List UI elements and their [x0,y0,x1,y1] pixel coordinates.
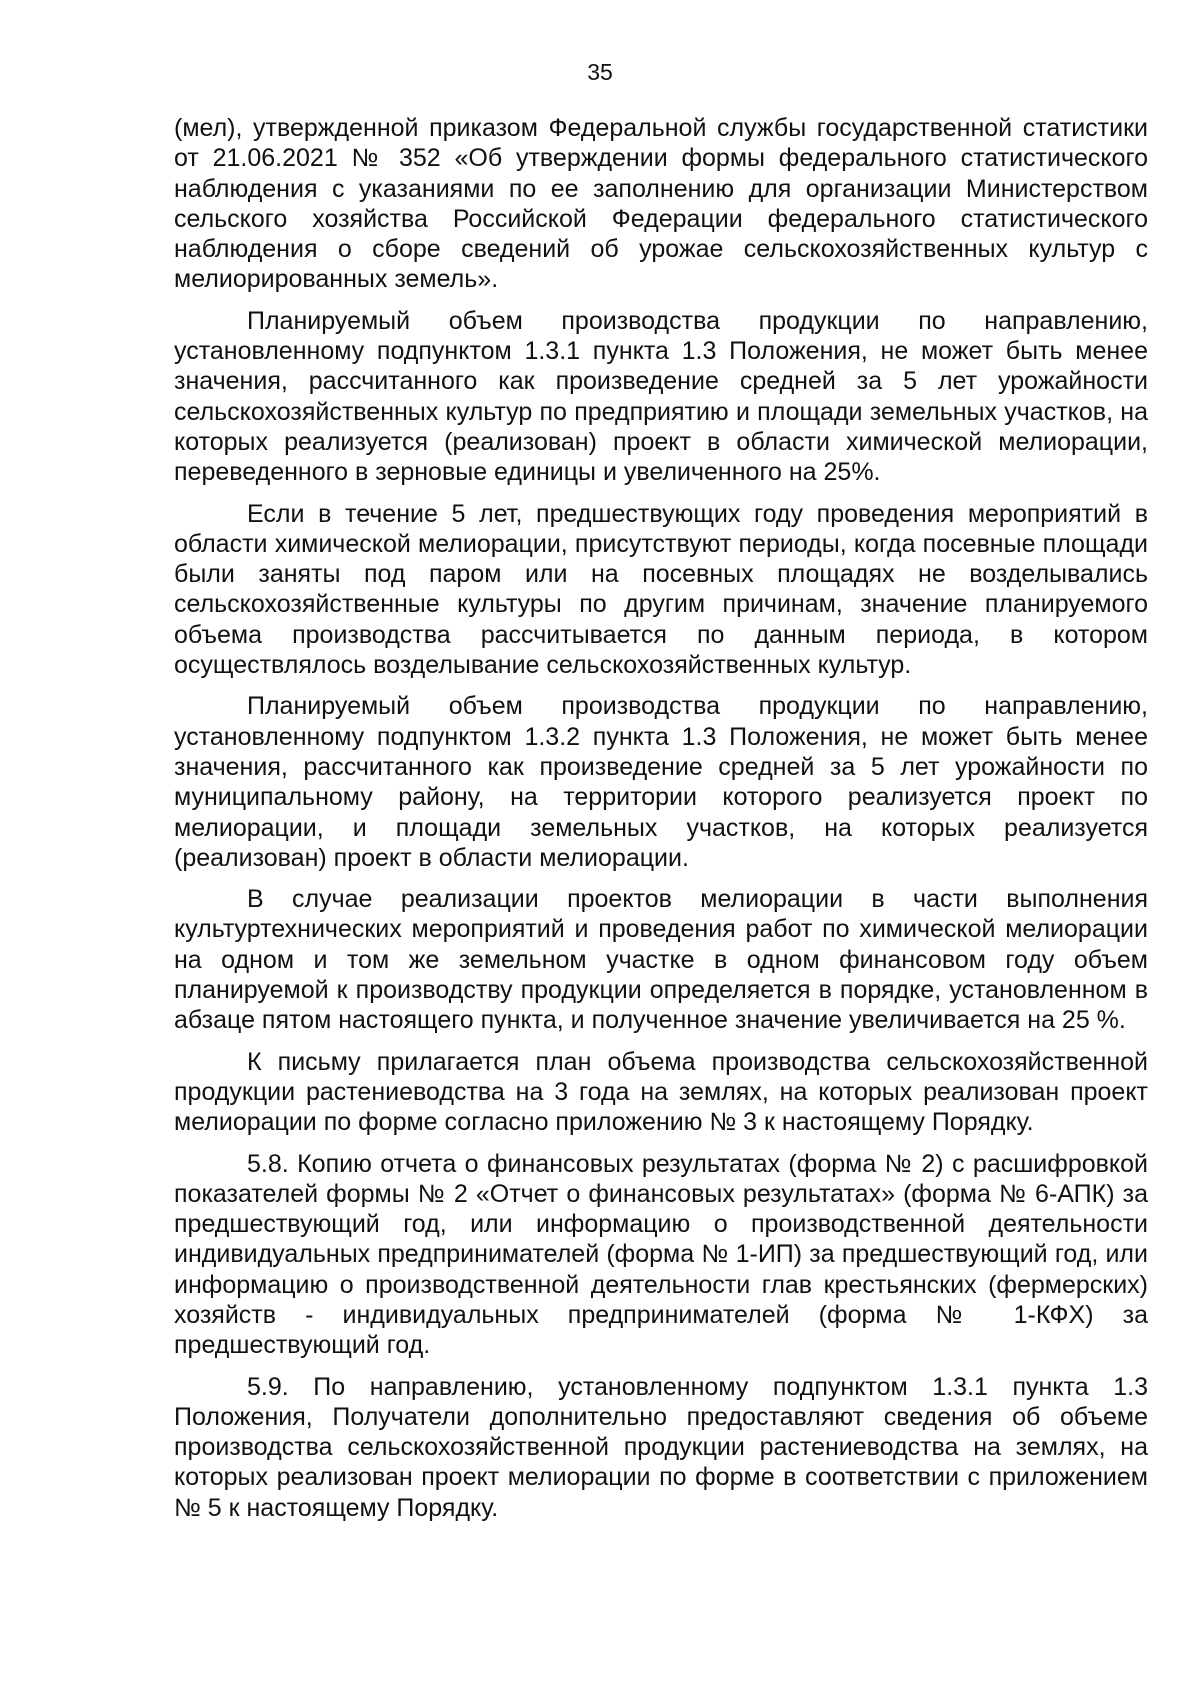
paragraph: Планируемый объем производства продукции по направлению, установленному подпунктом 1.3.2 пункта 1.3 Положения, не может быть менее значения, рассчитанного как произведение средней за 5 лет урожайности по муниципальному району, на территории которого реализуется проект по мелиорации, и площади земельных участков, на которых реализуется (реализован) проект в области мелиорации. [174,692,1148,872]
document-body [174,113,1148,1534]
paragraph-clause-5-9: 5.9. По направлению, установленному подпунктом 1.3.1 пункта 1.3 Положения, Получатели дополнительно предоставляют сведения об объеме производства сельскохозяйственной продукции растениеводства на землях, на которых реализован проект мелиорации по форме в соответствии с приложением № 5 к настоящему Порядку. [174,1372,1148,1522]
paragraph: Планируемый объем производства продукции по направлению, установленному подпунктом 1.3.1 пункта 1.3 Положения, не может быть менее значения, рассчитанного как произведение средней за 5 лет урожайности сельскохозяйственных культур по предприятию и площади земельных участков, на которых реализуется (реализован) проект в области химической мелиорации, переведенного в зерновые единицы и увеличенного на 25%. [174,306,1148,487]
paragraph: Если в течение 5 лет, предшествующих году проведения мероприятий в области химической мелиорации, присутствуют периоды, когда посевные площади были заняты под паром или на посевных площадях не возделывались сельскохозяйственные культуры по другим причинам, значение планируемого объема производства рассчитывается по данным периода, в котором осуществлялось возделывание сельскохозяйственных культур. [174,499,1148,680]
paragraph: К письму прилагается план объема производства сельскохозяйственной продукции растениеводства на 3 года на землях, на которых реализован проект мелиорации по форме согласно приложению № 3 к настоящему Порядку. [174,1047,1148,1137]
paragraph: В случае реализации проектов мелиорации в части выполнения культуртехнических мероприятий и проведения работ по химической мелиорации на одном и том же земельном участке в одном финансовом году объем планируемой к производству продукции определяется в порядке, установленном в абзаце пятом настоящего пункта, и полученное значение увеличивается на 25 %. [174,885,1148,1035]
page-number: 35 [587,59,613,85]
paragraph-clause-5-8: 5.8. Копию отчета о финансовых результатах (форма № 2) с расшифровкой показателей формы № 2 «Отчет о финансовых результатах» (форма № 6-АПК) за предшествующий год, или информацию о производственной деятельности индивидуальных предпринимателей (форма № 1-ИП) за предшествующий год, или информацию о производственной деятельности глав крестьянских (фермерских) хозяйств - индивидуальных предпринимателей (форма № 1-КФХ) за предшествующий год. [174,1149,1148,1360]
paragraph-continuation: (мел), утвержденной приказом Федеральной службы государственной статистики от 21.06.2021 № 352 «Об утверждении формы федерального статистического наблюдения с указаниями по ее заполнению для организации Министерством сельского хозяйства Российской Федерации федерального статистического наблюдения о сборе сведений об урожае сельскохозяйственных культур с мелиорированных земель». [174,114,1148,294]
